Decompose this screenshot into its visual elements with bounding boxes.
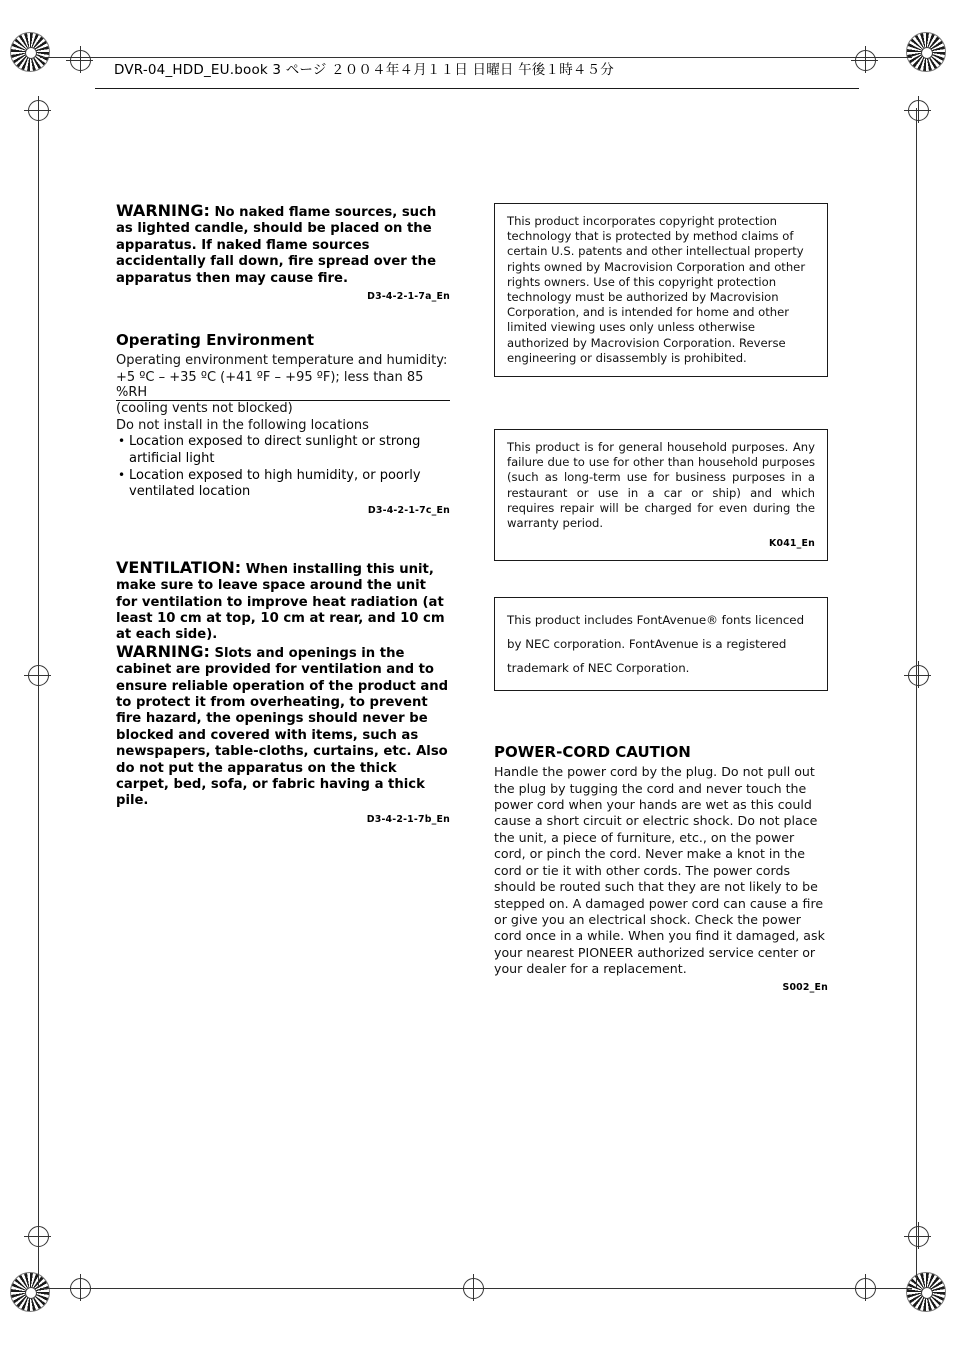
left-column — [116, 203, 450, 825]
operating-environment-bullets — [116, 434, 450, 500]
operating-environment-block — [116, 330, 450, 516]
warning-flame-block — [116, 203, 450, 302]
list-item: • Location exposed to direct sunlight or strong artificial light — [116, 434, 450, 467]
operating-environment-line4: Do not install in the following locations — [116, 417, 369, 433]
macrovision-notice-text: This product incorporates copyright protection technology that is protected by method claims of certain U.S. patents and other intellectual property rights owned by Macrovision Corporation and other rights owners. Use of this copyright protection technology must be authorized by Macrovision Corporation, and is intended for home and other limited viewing uses only unless otherwise authorized by Macrovision Corporation. Reverse engineering or disassembly is prohibited. — [507, 214, 806, 365]
right-column — [494, 203, 828, 993]
ventilation-lead: VENTILATION: — [116, 557, 242, 577]
operating-environment-heading: Operating Environment — [116, 331, 315, 350]
registration-mark-bottom-right — [906, 1272, 946, 1312]
crop-mark-right-upper — [908, 100, 929, 121]
operating-environment-range: +5 ºC – +35 ºC (+41 ºF – +95 ºF); less than 85 %RH — [116, 370, 450, 401]
power-cord-code: S002_En — [782, 981, 828, 993]
fontavenue-notice-text: This product includes FontAvenue® fonts licenced by NEC corporation. FontAvenue is a registered trademark of NEC Corporation. — [507, 613, 805, 676]
list-item: • Location exposed to high humidity, or poorly ventilated location — [116, 468, 450, 501]
header-divider — [95, 88, 859, 89]
ventilation-warning-text: Slots and openings in the cabinet are provided for ventilation and to ensure reliable operation of the product and to protect it from overheating, to prevent fire hazard, the openings should never be blocked and covered with items, such as newspapers, table-cloths, curtains, etc. Also do not put the apparatus on the thick carpet, bed, sofa, or fabric having a thick pile. — [116, 645, 449, 809]
trim-line-bottom — [40, 1288, 912, 1289]
ventilation-block — [116, 557, 450, 825]
household-notice-box — [494, 429, 828, 561]
crop-mark-top-left — [70, 50, 91, 71]
trim-line-right — [916, 108, 917, 1288]
warning-flame-text: No naked flame sources, such as lighted candle, should be placed on the apparatus. If naked flame sources accidentally fall down, fire spread over the apparatus then may cause fire. — [116, 205, 437, 286]
power-cord-text: Handle the power cord by the plug. Do not pull out the plug by tugging the cord and never touch the power cord when your hands are wet as this could cause a short circuit or electric shock. Do not place the unit, a piece of furniture, etc., on the power cord, or pinch the cord. Never make a knot in the cord or tie it with other cords. The power cords should be routed such that they are not likely to be stepped on. A damaged power cord can cause a fire or give you an electrical shock. Check the power cord once in a while. When you find it damaged, ask your nearest PIONEER authorized service center or your dealer for a replacement. — [494, 764, 825, 977]
file-header-text: DVR-04_HDD_EU.book 3 ページ ２００４年４月１１日 日曜日 午後１時４５分 — [114, 62, 615, 78]
registration-mark-top-left — [10, 32, 50, 72]
operating-environment-line1: Operating environment temperature and humidity: — [116, 353, 448, 369]
power-cord-block — [494, 743, 828, 992]
warning-flame-code: D3-4-2-1-7a_En — [367, 291, 450, 303]
registration-mark-top-right — [906, 32, 946, 72]
power-cord-heading: POWER-CORD CAUTION — [494, 743, 691, 762]
operating-environment-code: D3-4-2-1-7c_En — [367, 504, 450, 516]
ventilation-text: When installing this unit, make sure to leave space around the unit for ventilation to improve heat radiation (at least 10 cm at top, 10 cm at rear, and 10 cm at each side). — [116, 561, 445, 643]
crop-mark-top-right — [855, 50, 876, 71]
operating-environment-line3: (cooling vents not blocked) — [116, 401, 293, 417]
crop-mark-right-lower — [908, 1226, 929, 1247]
household-notice-text: This product is for general household purposes. Any failure due to use for other than household purposes (such as long-term use for business purposes in a restaurant or use in a car or ship) and which requires repair will be charged for even during the warranty period. — [507, 440, 815, 531]
macrovision-notice-box — [494, 203, 828, 377]
household-notice-code: K041_En — [769, 538, 815, 550]
crop-mark-right-middle — [908, 665, 929, 686]
trim-line-left — [38, 108, 39, 1288]
fontavenue-notice-box — [494, 597, 828, 691]
ventilation-warning-lead: WARNING: — [116, 641, 210, 661]
registration-mark-bottom-left — [10, 1272, 50, 1312]
warning-flame-lead: WARNING: — [116, 201, 210, 220]
ventilation-code: D3-4-2-1-7b_En — [366, 813, 450, 825]
